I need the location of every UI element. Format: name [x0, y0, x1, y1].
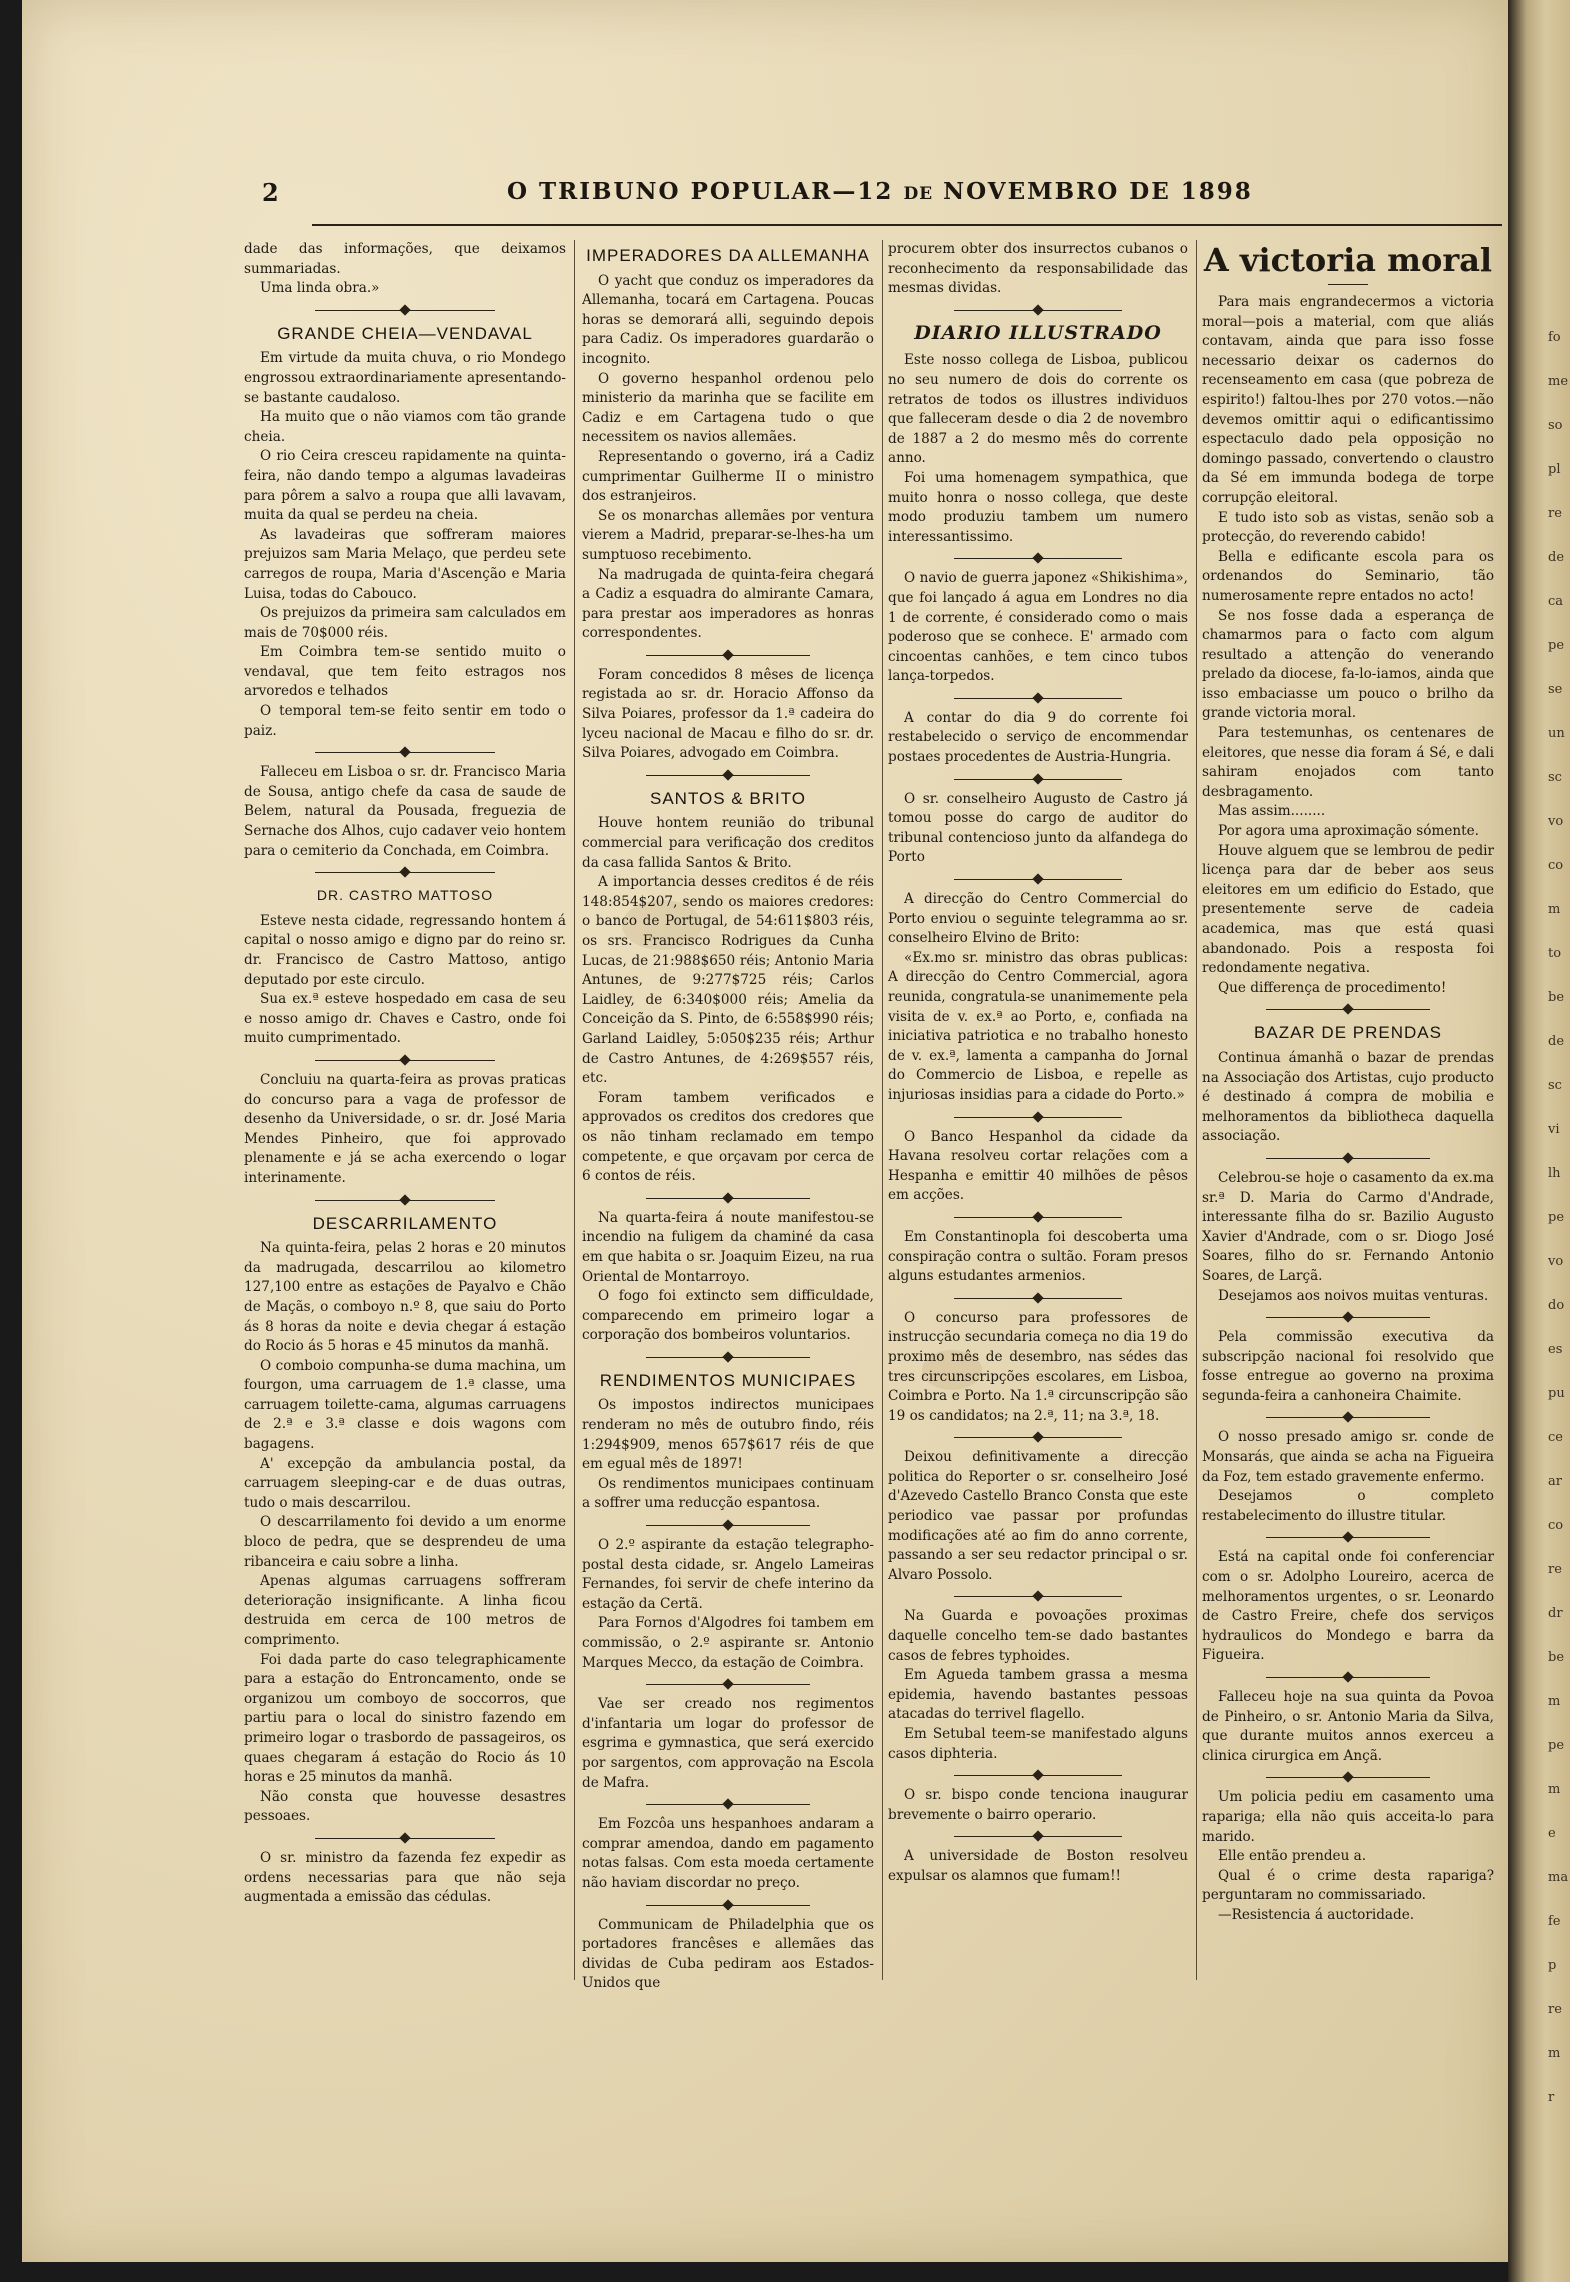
- article-heading: IMPERADORES DA ALLEMANHA: [586, 246, 870, 265]
- section-separator: [1202, 1150, 1494, 1166]
- article-paragraph: Os impostos indirectos municipaes renderam no mês de outubro findo, réis 1:294$909, menos 657$617 réis de que em egual mês de 1897!: [582, 1397, 874, 1473]
- margin-fragment: de: [1548, 1034, 1565, 1049]
- article-paragraph: O comboio compunha-se duma machina, um fourgon, uma carruagem de 1.ª classe, uma carruagem toilette-cama, algumas carruagens de 2.ª e 3.ª classe e dois wagons com bagagens.: [244, 1357, 566, 1453]
- section-separator: [1202, 1001, 1494, 1017]
- article-paragraph: Em virtude da muita chuva, o rio Mondego engrossou extraordinariamente apresentando-se bastante caudaloso.: [244, 350, 566, 406]
- article-paragraph: Está na capital onde foi conferenciar com o sr. Adolpho Loureiro, acerca de melhoramentos urgentes, o sr. Leonardo de Castro Freire, chefe dos serviços hydraulicos do Mondego e barra da Figueira.: [1202, 1549, 1494, 1664]
- article-paragraph: O concurso para professores de instrucção secundaria começa no dia 19 do proximo mês de desembro, nas sédes das tres circunscripções escolares, em Lisboa, Coimbra e Porto. Na 1.ª circunscripção são 19 os candidatos; na 2.ª, 11; na 3.ª, 18.: [888, 1309, 1188, 1424]
- section-separator: [244, 864, 566, 880]
- margin-fragment: co: [1548, 1518, 1564, 1533]
- section-separator: [244, 302, 566, 318]
- margin-fragment: fo: [1548, 330, 1561, 345]
- next-page-edge: [1508, 0, 1570, 2282]
- section-separator: [244, 744, 566, 760]
- margin-fragment: sc: [1548, 770, 1562, 785]
- article-paragraph: A direcção do Centro Commercial do Porto enviou o seguinte telegramma ao sr. conselheiro Elvino de Brito:: [888, 891, 1188, 947]
- article-paragraph: Um policia pediu em casamento uma rapariga; ella não quis acceita-lo para marido.: [1202, 1789, 1494, 1845]
- newspaper-page: [22, 0, 1508, 2262]
- article-paragraph: Falleceu em Lisboa o sr. dr. Francisco Maria de Sousa, antigo chefe da casa de saude de Belem, natural da Pousada, freguezia de Sernache dos Alhos, cujo cadaver veio hontem para o cemiterio da Conchada, em Coimbra.: [244, 764, 566, 859]
- article-paragraph: Os prejuizos da primeira sam calculados em mais de 70$000 réis.: [244, 605, 566, 641]
- section-separator: [582, 1796, 874, 1812]
- article-paragraph: Foram tambem verificados e approvados os creditos dos credores que os não tinham reclamado em tempo competente, e que orçavam por cerca de 6 contos de réis.: [582, 1089, 874, 1185]
- article-heading: A victoria moral: [1203, 241, 1493, 279]
- section-separator: [582, 647, 874, 663]
- article-paragraph: O sr. bispo conde tenciona inaugurar brevemente o bairro operario.: [888, 1787, 1188, 1823]
- margin-fragment: be: [1548, 990, 1565, 1005]
- article-paragraph: A contar do dia 9 do corrente foi restabelecido o serviço de encommendar postaes procedentes de Austria-Hungria.: [888, 709, 1188, 766]
- article-paragraph: Houve hontem reunião do tribunal commercial para verificação dos creditos da casa fallida Santos & Brito.: [582, 815, 874, 871]
- section-separator: [1202, 1309, 1494, 1325]
- article-paragraph: Celebrou-se hoje o casamento da ex.ma sr.ª D. Maria do Carmo d'Andrade, interessante filha do sr. Bazilio Augusto Xavier d'Andrade, com o sr. Diogo José Soares, filho do sr. Fernando Antonio Soares, de Larçã.: [1202, 1169, 1494, 1284]
- margin-fragment: sc: [1548, 1078, 1562, 1093]
- article-paragraph: Para mais engrandecermos a victoria moral—pois a material, com que aliás contavam, ainda que para isso fosse necessario deixar os cadernos do recenseamento em casa (que pobreza de espirito!) faltou-lhes por 270 votos.—não devemos omittir aqui o edificantissimo espectaculo dado pela opposição no domingo passado, convertendo o claustro da Sé em immunda bodega de torpe corrupção eleitoral.: [1202, 294, 1494, 506]
- margin-fragment: me: [1548, 374, 1569, 389]
- article-paragraph: Pela commissão executiva da subscripção nacional foi resolvido que fosse entregue ao governo na proxima segunda-feira a canhoneira Chaimite.: [1202, 1329, 1494, 1404]
- page-header: [262, 178, 1262, 208]
- margin-fragment: pl: [1548, 462, 1561, 477]
- section-separator: [582, 1190, 874, 1206]
- margin-fragment: m: [1548, 1782, 1561, 1797]
- section-separator: [888, 690, 1188, 706]
- article-paragraph: Para testemunhas, os centenares de eleitores, que nesse dia foram á Sé, e dali sahiram enojados com tanto desbragamento.: [1202, 725, 1494, 800]
- article-paragraph: Ha muito que o não viamos com tão grande cheia.: [244, 409, 566, 445]
- margin-fragment: pe: [1548, 1738, 1565, 1753]
- article-heading: BAZAR DE PRENDAS: [1254, 1023, 1442, 1043]
- article-paragraph: Na quinta-feira, pelas 2 horas e 20 minutos da madrugada, descarrilou ao kilometro 127,100 entre as estações de Payalvo e Chão de Maçãs, o comboyo n.º 8, que saiu do Porto ás 8 horas da noite e devia chegar á estação do Rocio ás 5 horas e 45 minutos da manhã.: [244, 1240, 566, 1355]
- section-separator: [244, 1830, 566, 1846]
- article-paragraph: Sua ex.ª esteve hospedado em casa de seu e nosso amigo dr. Chaves e Castro, onde foi muito cumprimentado.: [244, 991, 566, 1047]
- margin-fragment: be: [1548, 1650, 1565, 1665]
- article-paragraph: Desejamos o completo restabelecimento do illustre titular.: [1202, 1488, 1494, 1524]
- section-separator: [1202, 1669, 1494, 1685]
- margin-fragment: pe: [1548, 1210, 1565, 1225]
- article-paragraph: Deixou definitivamente a direcção politica do Reporter o sr. conselheiro José d'Azevedo Castello Branco Consta que este periodico vae passar por profundas modificações até ao fim do anno corrente, passando a ser seu redactor principal o sr. Alvaro Possolo.: [888, 1449, 1188, 1583]
- article-paragraph: O Banco Hespanhol da cidade da Havana resolveu cortar relações com a Hespanha e emittir 40 milhões de pêsos em acções.: [888, 1128, 1188, 1204]
- margin-fragment: de: [1548, 550, 1565, 565]
- section-separator: [1202, 1529, 1494, 1545]
- margin-fragment: re: [1548, 1562, 1562, 1577]
- column-divider: [574, 240, 575, 1980]
- column-divider: [1196, 240, 1197, 1980]
- section-separator: [582, 1676, 874, 1692]
- article-paragraph: O yacht que conduz os imperadores da Allemanha, tocará em Cartagena. Poucas horas se demorará alli, seguindo depois para Cadiz. Os imperadores guardarão o incognito.: [582, 272, 874, 367]
- margin-fragment: pu: [1548, 1386, 1565, 1401]
- article-heading: GRANDE CHEIA—VENDAVAL: [277, 323, 533, 343]
- section-separator: [888, 1209, 1188, 1225]
- article-paragraph: Para Fornos d'Algodres foi tambem em commissão, o 2.º aspirante sr. Antonio Marques Mecco, da estação de Coimbra.: [582, 1615, 874, 1671]
- margin-fragment: m: [1548, 1694, 1561, 1709]
- column-2: [582, 240, 874, 2000]
- article-paragraph: Em Constantinopla foi descoberta uma conspiração contra o sultão. Foram presos alguns estudantes armenios.: [888, 1228, 1188, 1285]
- article-paragraph: Esteve nesta cidade, regressando hontem á capital o nosso amigo e digno par do reino sr. dr. Francisco de Castro Mattoso, antigo deputado por este circulo.: [244, 912, 566, 988]
- article-paragraph: Falleceu hoje na sua quinta da Povoa de Pinheiro, o sr. Antonio Maria da Silva, que durante muitos annos exerceu a clinica cirurgica em Ançã.: [1202, 1689, 1494, 1764]
- article-paragraph: E tudo isto sob as vistas, senão sob a protecção, do reverendo cabido!: [1202, 509, 1494, 546]
- article-paragraph: Bella e edificante escola para os ordenandos do Seminario, tão numerosamente repre entados no acto!: [1202, 548, 1494, 604]
- section-separator: [582, 1897, 874, 1913]
- section-separator: [888, 1588, 1188, 1604]
- section-separator: [888, 1109, 1188, 1125]
- article-paragraph: Em Agueda tambem grassa a mesma epidemia, havendo bastantes pessoas atacadas do terrivel flagello.: [888, 1667, 1188, 1723]
- article-paragraph: Foram concedidos 8 mêses de licença registada ao sr. dr. Horacio Affonso da Silva Poiares, professor da 1.ª cadeira do lyceu nacional de Macau e filho do sr. dr. Silva Poiares, advogado em Coimbra.: [582, 666, 874, 762]
- article-paragraph: dade das informações, que deixamos summariadas.: [244, 241, 566, 277]
- page-number: 2: [262, 178, 279, 207]
- article-paragraph: Na madrugada de quinta-feira chegará a Cadiz a esquadra do almirante Camara, para prestar aos imperadores as honras correspondentes.: [582, 566, 874, 642]
- article-paragraph: Foi uma homenagem sympathica, que muito honra o nosso collega, que deste modo produziu tambem um numero interessantissimo.: [888, 469, 1188, 545]
- article-paragraph: Em Coimbra tem-se sentido muito o vendaval, que tem feito estragos nos arvoredos e telhados: [244, 644, 566, 700]
- margin-fragment: ma: [1548, 1870, 1569, 1885]
- article-paragraph: O nosso presado amigo sr. conde de Monsarás, que ainda se acha na Figueira da Foz, tem estado gravemente enfermo.: [1202, 1429, 1494, 1485]
- article-paragraph: Qual é o crime desta rapariga? perguntaram no commissariado.: [1202, 1867, 1494, 1904]
- margin-fragment: pe: [1548, 638, 1565, 653]
- article-paragraph: O 2.º aspirante da estação telegrapho-postal desta cidade, sr. Angelo Lameiras Fernandes, foi servir de chefe interino da estação da Certã.: [582, 1537, 874, 1612]
- section-separator: [244, 1052, 566, 1068]
- article-paragraph: Desejamos aos noivos muitas venturas.: [1218, 1287, 1489, 1304]
- margin-fragment: vo: [1548, 814, 1564, 829]
- article-paragraph: Na quarta-feira á noute manifestou-se incendio na fuligem da chaminé da casa em que habita o sr. Joaquim Eizeu, na rua Oriental de Montarroyo.: [582, 1209, 874, 1285]
- article-paragraph: As lavadeiras que soffreram maiores prejuizos sam Maria Melaço, que perdeu sete carregos de roupa, Maria d'Ascenção e Maria Luisa, todas do Cabouco.: [244, 526, 566, 602]
- margin-fragment: ce: [1548, 1430, 1563, 1445]
- article-paragraph: Representando o governo, irá a Cadiz cumprimentar Guilherme II o ministro dos estranjeiros.: [582, 448, 874, 505]
- article-heading: SANTOS & BRITO: [649, 788, 807, 808]
- margin-fragment: dr: [1548, 1606, 1563, 1621]
- article-heading: DIARIO ILLUSTRADO: [914, 321, 1162, 344]
- article-paragraph: Se nos fosse dada a esperança de chamarmos para o facto com algum resultado a attenção do venerando prelado da diocese, fa-lo-iamos, ainda que isso embaciasse um pouco o brilho da grande victoria moral.: [1202, 607, 1494, 722]
- article-heading: DESCARRILAMENTO: [312, 1213, 498, 1233]
- article-paragraph: Apenas algumas carruagens soffreram deterioração insignificante. A linha ficou destruida em cerca de 100 metros de comprimento.: [244, 1573, 566, 1648]
- article-paragraph: procurem obter dos insurrectos cubanos o reconhecimento da responsabilidade das mesmas dividas.: [888, 241, 1188, 297]
- article-paragraph: Se os monarchas allemães por ventura vierem a Madrid, preparar-se-lhes-ha um sumptuoso recebimento.: [582, 507, 874, 563]
- masthead-de: DE: [903, 184, 934, 204]
- section-separator: [582, 1349, 874, 1365]
- article-paragraph: O fogo foi extincto sem difficuldade, comparecendo em primeiro logar a corporação dos bombeiros voluntarios.: [582, 1288, 874, 1344]
- article-paragraph: O rio Ceira cresceu rapidamente na quinta-feira, não dando tempo a algumas lavadeiras para pôrem a salvo a roupa que alli lavavam, muita da qual se perdeu na cheia.: [244, 448, 566, 524]
- margin-fragment: m: [1548, 2046, 1561, 2061]
- section-separator: [1202, 1409, 1494, 1425]
- margin-fragment: vi: [1548, 1122, 1560, 1137]
- article-heading: DR. CASTRO MATTOSO: [316, 887, 494, 904]
- article-paragraph: O navio de guerra japonez «Shikishima», que foi lançado á agua em Londres no dia 1 de corrente, é considerado como o mais poderoso que se conhece. E' armado com cincoentas canhões, e tem cinco tubos lança-torpedos.: [888, 570, 1188, 685]
- article-paragraph: Na Guarda e povoações proximas daquelle concelho tem-se dado bastantes casos de febres typhoides.: [888, 1608, 1188, 1664]
- masthead-title: O TRIBUNO POPULAR—12: [507, 178, 894, 205]
- article-paragraph: O governo hespanhol ordenou pelo ministerio da marinha que se facilite em Cadiz e em Cartagena tudo o que necessitem os navios allemães.: [582, 370, 874, 446]
- article-paragraph: Que differença de procedimento!: [1218, 979, 1447, 996]
- margin-fragment: do: [1548, 1298, 1565, 1313]
- article-heading: RENDIMENTOS MUNICIPAES: [599, 1370, 857, 1390]
- article-paragraph: Uma linda obra.»: [260, 280, 380, 297]
- article-paragraph: Vae ser creado nos regimentos d'infantaria um logar do professor de esgrima e gymnastica, que será exercido por sargentos, com approvação na Escola de Mafra.: [582, 1696, 874, 1791]
- section-separator: [888, 1290, 1188, 1306]
- margin-fragment: fe: [1548, 1914, 1561, 1929]
- article-paragraph: Mas assim........: [1218, 803, 1326, 820]
- margin-fragment: to: [1548, 946, 1562, 961]
- column-3: [888, 240, 1188, 2000]
- margin-fragment: p: [1548, 1958, 1557, 1973]
- article-paragraph: Em Fozcôa uns hespanhoes andaram a comprar amendoa, dando em pagamento notas falsas. Com esta moeda certamente não haviam discordar no preço.: [582, 1816, 874, 1891]
- article-paragraph: Em Setubal teem-se manifestado alguns casos diphteria.: [888, 1726, 1188, 1762]
- section-separator: [1202, 1769, 1494, 1785]
- article-paragraph: —Resistencia á auctoridade.: [1218, 1906, 1415, 1923]
- article-paragraph: A universidade de Boston resolveu expulsar os alamnos que fumam!!: [888, 1848, 1188, 1884]
- article-paragraph: O sr. conselheiro Augusto de Castro já tomou posse do cargo de auditor do tribunal contencioso junto da alfandega do Porto: [888, 790, 1188, 866]
- article-paragraph: A' excepção da ambulancia postal, da carruagem sleeping-car e de duas outras, tudo o mais descarrilou.: [244, 1455, 566, 1511]
- margin-fragment: so: [1548, 418, 1563, 433]
- column-4: [1202, 240, 1494, 2000]
- margin-fragment: es: [1548, 1342, 1563, 1357]
- article-paragraph: O temporal tem-se feito sentir em todo o paiz.: [244, 703, 566, 739]
- masthead-date: NOVEMBRO DE 1898: [943, 178, 1253, 205]
- article-paragraph: Communicam de Philadelphia que os portadores francêses e allemães das dividas de Cuba pediram aos Estados-Unidos que: [582, 1916, 874, 1992]
- column-divider: [882, 240, 883, 1980]
- article-paragraph: Este nosso collega de Lisboa, publicou no seu numero de dois do corrente os retratos de todos os illustres individuos que falleceram desde o dia 2 de novembro de 1887 a 2 do mesmo mês do corrente anno.: [888, 352, 1188, 467]
- masthead: [507, 178, 1253, 205]
- title-underline: [1328, 284, 1368, 285]
- section-separator: [244, 1192, 566, 1208]
- article-paragraph: O descarrilamento foi devido a um enorme bloco de pedra, que se desprendeu de uma ribanceira e caiu sobre a linha.: [244, 1514, 566, 1570]
- margin-fragment: re: [1548, 2002, 1562, 2017]
- header-rule: [312, 224, 1502, 226]
- margin-fragment: re: [1548, 506, 1562, 521]
- section-separator: [888, 1429, 1188, 1445]
- section-separator: [888, 1767, 1188, 1783]
- article-paragraph: Continua ámanhã o bazar de prendas na Associação dos Artistas, cujo producto é destinado á compra de mobilia e melhoramentos da bibliotheca daquella associação.: [1202, 1049, 1494, 1145]
- margin-fragment: m: [1548, 902, 1561, 917]
- margin-fragment: r: [1548, 2090, 1555, 2105]
- article-paragraph: A importancia desses creditos é de réis 148:854$207, sendo os maiores credores: o banco de Portugal, de 54:611$803 réis, os srs. Francisco Rodrigues da Cunha Lucas, de 21:988$650 réis; Antonio Maria Antunes, de 9:277$725 réis; Carlos Laidley, de 6:340$000 réis; Amelia da Conceição da S. Pinto, de 6:558$990 réis; Garland Laidley, 5:050$235 réis; Arthur de Castro Antunes, de 4:269$557 réis, etc.: [582, 874, 874, 1087]
- margin-fragment: ar: [1548, 1474, 1562, 1489]
- margin-fragment: lh: [1548, 1166, 1561, 1181]
- section-separator: [888, 871, 1188, 887]
- section-separator: [888, 1828, 1188, 1844]
- margin-fragment: se: [1548, 682, 1563, 697]
- article-paragraph: Os rendimentos municipaes continuam a soffrer uma reducção espantosa.: [582, 1475, 874, 1512]
- article-paragraph: O sr. ministro da fazenda fez expedir as ordens necessarias para que não seja augmentada a emissão das cédulas.: [244, 1849, 566, 1906]
- section-separator: [888, 302, 1188, 318]
- margin-fragment: vo: [1548, 1254, 1564, 1269]
- article-paragraph: Por agora uma aproximação sómente.: [1218, 823, 1479, 840]
- section-separator: [582, 1517, 874, 1533]
- article-paragraph: Foi dada parte do caso telegraphicamente para a estação do Entroncamento, onde se organizou um comboyo de soccorros, que partiu para o local do sinistro fazendo em primeiro logar o trasbordo de passageiros, os quaes chegaram á estação do Rocio ás 10 horas e 25 minutos da manhã.: [244, 1651, 566, 1786]
- article-paragraph: «Ex.mo sr. ministro das obras publicas: A direcção do Centro Commercial, agora reunida, congratula-se unanimemente pela visita de v. ex.ª ao Porto, e, confiada na iniciativa patriotica e no trabalho honesto de v. ex.ª, lamenta a campanha do Jornal do Commercio de Lisboa, e repelle as injuriosas insidias para a cidade do Porto.»: [888, 949, 1188, 1103]
- margin-fragment: un: [1548, 726, 1565, 741]
- column-1: [244, 240, 566, 2000]
- section-separator: [582, 767, 874, 783]
- article-paragraph: Não consta que houvesse desastres pessoaes.: [244, 1788, 566, 1825]
- article-paragraph: Elle então prendeu a.: [1218, 1848, 1367, 1865]
- article-paragraph: Houve alguem que se lembrou de pedir licença para dar de beber aos seus eleitores em um edificio do Estado, que presentemente serve de cadeia academica, mas que está quasi abandonado. Pois a resposta foi redondamente negativa.: [1202, 842, 1494, 977]
- section-separator: [888, 771, 1188, 787]
- section-separator: [888, 550, 1188, 566]
- margin-fragment: e: [1548, 1826, 1556, 1841]
- margin-fragment: co: [1548, 858, 1564, 873]
- margin-fragment: ca: [1548, 594, 1564, 609]
- article-paragraph: Concluiu na quarta-feira as provas praticas do concurso para a vaga de professor de desenho da Universidade, o sr. dr. José Maria Mendes Pinheiro, que foi approvado plenamente e já se acha exercendo o logar interinamente.: [244, 1071, 566, 1186]
